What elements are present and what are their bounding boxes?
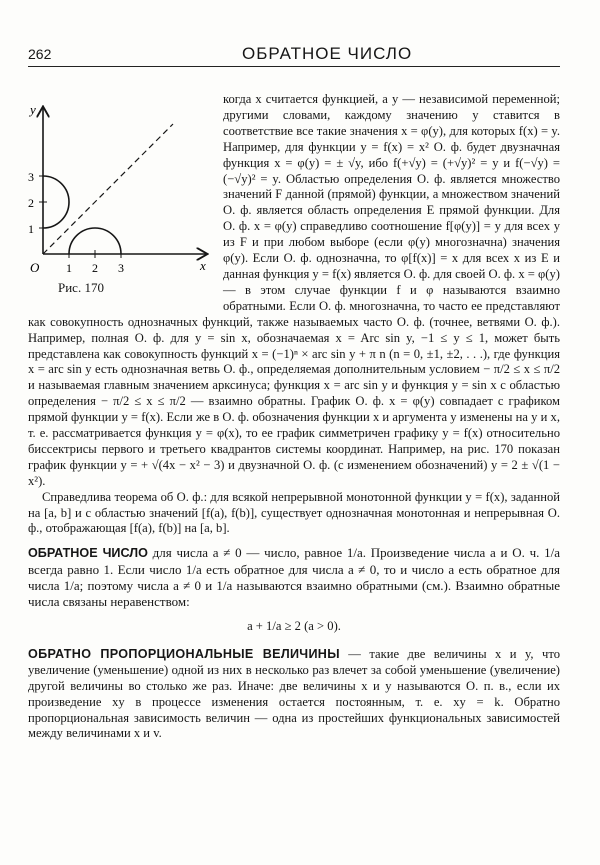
y-axis-label: y xyxy=(30,102,36,117)
obratnoe-chislo-text: для числа a ≠ 0 — число, равное 1/a. Произведение числа a и О. ч. 1/a всегда равно 1. Если число 1/a есть обратное для числа a ≠ 0, то и число a есть обратное для числа 1/a; поэтому числа a ≠ 0 и 1/a называются взаимно обратными (см.). Взаимно обратные числа связаны неравенством: xyxy=(28,545,560,610)
obratno-proportsionalnye-text: — такие две величины x и y, что увеличение (уменьшение) одной из них в несколько раз влечет за собой уменьшение (увеличение) другой величины во столько же раз. Иначе: две величины x и y называются О. п. в., если их произведение xy в процессе изменения остается постоянным, т. е. xy = k. Обратно пропорциональная зависимость величин — одна из простейших функциональных зависимостей между величинами x и v. xyxy=(28,646,560,741)
origin-label: O xyxy=(30,260,40,275)
figure-caption: Рис. 170 xyxy=(58,280,104,295)
y-tick-1: 1 xyxy=(28,222,34,236)
y-tick-3: 3 xyxy=(28,170,34,184)
x-tick-2: 2 xyxy=(92,261,98,275)
x-tick-3: 3 xyxy=(118,261,124,275)
heading-obratno-proportsionalnye: ОБРАТНО ПРОПОРЦИОНАЛЬНЫЕ ВЕЛИЧИНЫ xyxy=(28,646,340,661)
page-number: 262 xyxy=(28,46,52,62)
y-tick-2: 2 xyxy=(28,196,34,210)
article-obratnoe-chislo xyxy=(28,545,560,610)
article1-paragraph2: Справедлива теорема об О. ф.: для всякой непрерывной монотонной функции y = f(x), заданной на [a, b] и с областью значений [f(a), f(b)], существует однозначная монотонная и непрерывная О. ф., отображающая [f(a), f(b)] на [a, b]. xyxy=(28,489,560,536)
page-body xyxy=(28,92,560,742)
bisector-line xyxy=(43,124,173,254)
running-title: ОБРАТНОЕ ЧИСЛО xyxy=(242,44,413,63)
inequality-formula: a + 1/a ≥ 2 (a > 0). xyxy=(247,619,341,633)
article-obratno-proportsionalnye xyxy=(28,647,560,742)
figure-170 xyxy=(28,96,213,298)
heading-obratnoe-chislo: ОБРАТНОЕ ЧИСЛО xyxy=(28,546,148,561)
x-axis-label: x xyxy=(200,258,206,273)
article1-paragraph1-text: когда x считается функцией, а y — независимой переменной; другими словами, каждому значению y ставится в соответствие все такие значения x = φ(y), для которых f(x) = y. Например, для функции y = f(x) = x² О. ф. будет двузначная функция x = φ(y) = ± √y, ибо f(+√y) = (+√y)² = y и f(−√y) = (−√y)² = y. Областью определения О. ф. является множество значений F данной (прямой) функции, а множеством значений О. ф. является область определения E прямой функции. Для О. ф. x = φ(y) справедливо соотношение f[φ(y)] = y для всех y из F и при любом выборе (если φ(y) многозначна) значения φ(y). Если О. ф. однозначна, то φ[f(x)] = x для всех x из E и данная функция y = f(x) является О. ф. для своей О. ф. x = φ(y) — в этом случае функции f и φ называются взаимно обратными. Если О. ф. многозначна, то часто ее представляют как совокупность однозначных функций, также называемых часто О. ф. (точнее, ветвями О. ф.). Например, полная О. ф. для y = sin x, обозначаемая x = Arc sin y, −1 ≤ y ≤ 1, может быть представлена как совокупность функций x = (−1)ⁿ × arc sin y + π n (n = 0, ±1, ±2, . . .), где функция x = arc sin y есть однозначная ветвь О. ф., определяемая дополнительным условием − π/2 ≤ x ≤ π/2 и называемая главным значением арксинуса; функция x = arc sin y и функция y = sin x с областью определения − π/2 ≤ x ≤ π/2 — взаимно обратны. График О. ф. x = φ(y) совпадает с графиком прямой функции y = f(x). Если же в О. ф. обозначения функции x и аргумента y изменены на y и x, т. е. рассматривается функция y = φ(x), то ее график симметричен графику y = f(x) относительно биссектрисы первого и третьего квадрантов системы координат. Например, на рис. 170 показан график функции y = + √(4x − x² − 3) и двузначной О. ф. (с изменением обозначений) y = 2 ± √(1 − x²). xyxy=(28,92,560,488)
article1-paragraph1 xyxy=(28,92,560,490)
figure-170-graph xyxy=(28,96,213,296)
x-tick-1: 1 xyxy=(66,261,72,275)
running-header xyxy=(28,44,560,67)
